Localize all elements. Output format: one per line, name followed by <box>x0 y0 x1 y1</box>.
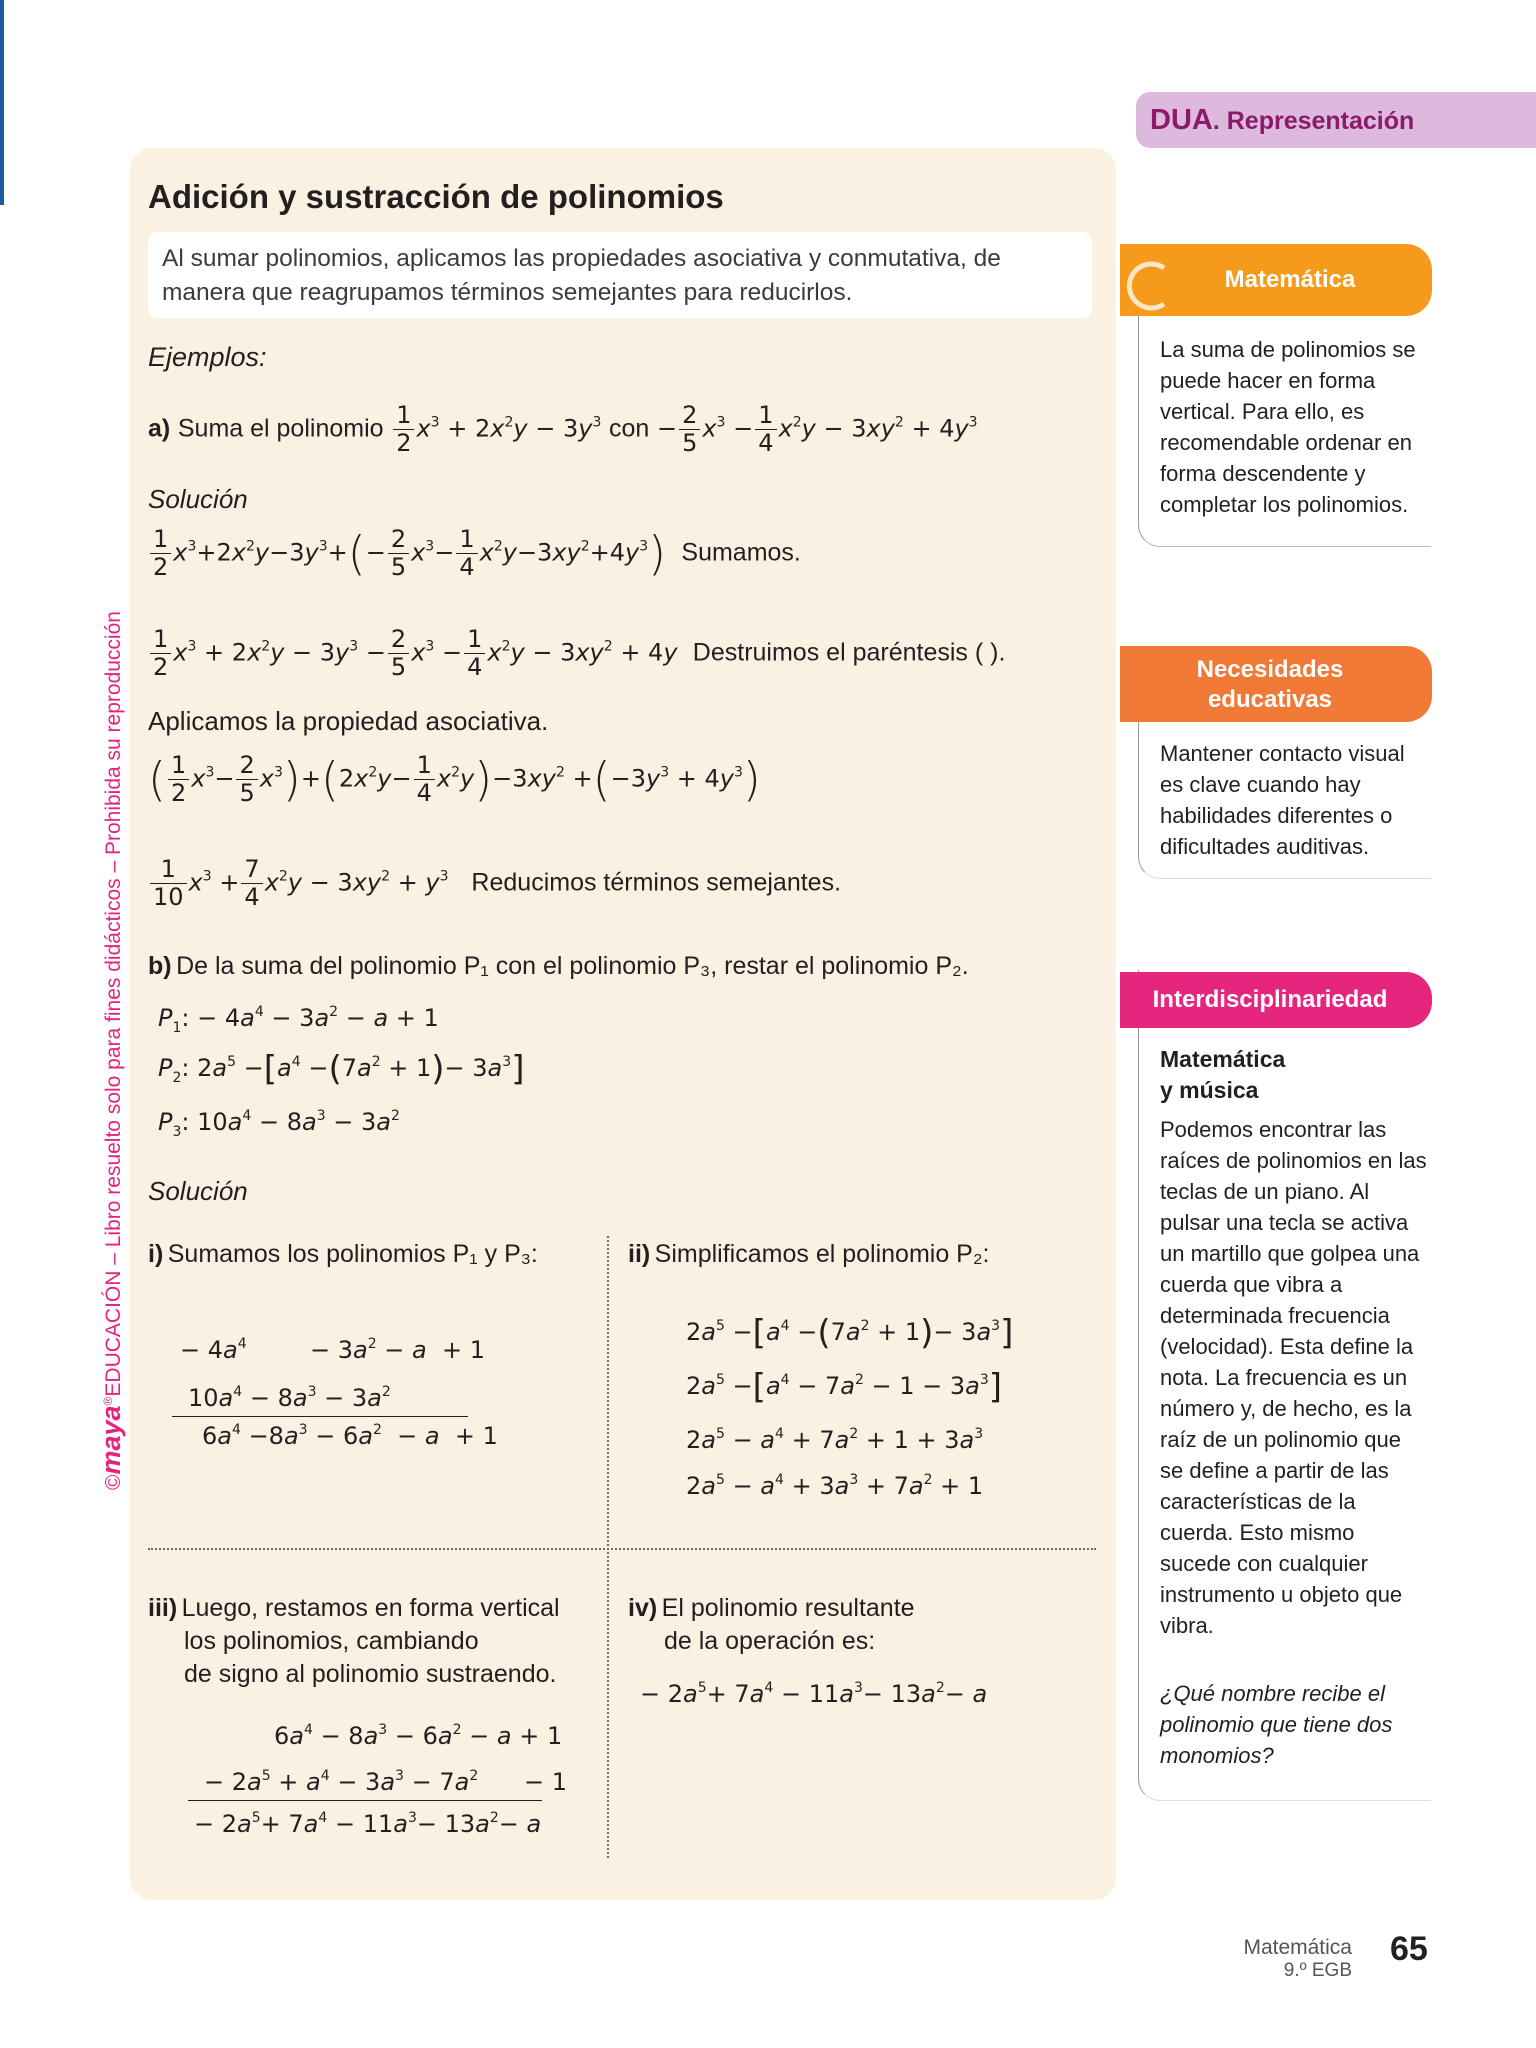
solution-b-label: Solución <box>148 1176 248 1206</box>
sum-row-p1: − $4a^4$ <box>180 1336 247 1364</box>
sum-row-p1-rest: − $3a^2 - a + 1$ <box>310 1336 486 1364</box>
step-iv <box>628 1594 1098 1656</box>
p2-step-1: $2a^5 -[a^4 -(7a^2 + 1)- 3a^3]$ <box>686 1313 1014 1353</box>
intro-text: Al sumar polinomios, aplicamos las propiedades asociativa y conmutativa, de manera que reagrupamos términos semejantes para reducirlos. <box>162 245 1001 306</box>
watermark-text: EDUCACIÓN – Libro resuelto solo para fines didácticos – Prohibida su reproducción <box>102 611 125 1397</box>
sidebox-interdisciplinariedad-title: Interdisciplinariedad <box>1152 986 1388 1013</box>
p2-step-2: $2a^5 -[a^4 - 7a^2 - 1 - 3a^3]$ <box>686 1367 1003 1407</box>
sub-row-1: $6a^4 - 8a^3 - 6a^2 - a + 1$ <box>274 1722 563 1750</box>
step-i-text: Sumamos los polinomios P₁ y P₃: <box>167 1240 538 1268</box>
step-i-label: i) <box>148 1240 164 1268</box>
step-iii-text-2: los polinomios, cambiando <box>184 1627 479 1655</box>
sidebox-necesidades-title-2: educativas <box>1207 686 1333 713</box>
step-iv-label: iv) <box>628 1594 658 1622</box>
step-iii-label: iii) <box>148 1594 178 1622</box>
step-iv-text-2: de la operación es: <box>664 1627 876 1655</box>
sub-row-2: − $2a^5 + a^4 - 3a^3 - 7a^2$ − 1 <box>204 1768 568 1796</box>
note-reducimos: Reducimos términos semejantes. <box>471 868 842 897</box>
step-iii-text-1: Luego, restamos en forma vertical <box>181 1594 560 1622</box>
p2-step-3: $2a^5 - a^4 + 7a^2 + 1 + 3a^3$ <box>686 1426 984 1454</box>
example-b-label: b) <box>148 952 172 980</box>
sum-result: $6a^4 -8a^3 - 6a^2 - a + 1$ <box>202 1422 498 1450</box>
horizontal-divider <box>148 1548 1096 1550</box>
sidebox-necesidades-title-1: Necesidades <box>1196 656 1344 683</box>
final-result: − $2a^5+ 7a^4 - 11a^3- 13a^2- a$ <box>640 1680 988 1708</box>
sidebox-necesidades-text: Mantener contacto visual es clave cuando hay habilidades diferentes o dificultades auditivas. <box>1160 741 1405 859</box>
sidebox-subtitle-1: Matemática <box>1160 1046 1286 1072</box>
sum-row-p3: $10a^4 - 8a^3 - 3a^2$ <box>188 1384 391 1412</box>
left-stripe <box>0 0 4 205</box>
example-a-text: Suma el polinomio <box>177 414 384 443</box>
polynomial-p3: $P_3$: $10a^4 - 8a^3 - 3a^2$ <box>158 1108 400 1140</box>
sidebox-interdisciplinariedad-text: Podemos encontrar las raíces de polinomios en las teclas de un piano. Al pulsar una tecla se activa un martillo que golpea una cuerda que vibra a determinada frecuencia (velocidad). Esta define la nota. La frecuencia es un número y, de hecho, es la raíz de un polinomio que se define a partir de las características de la cuerda. Esto mismo sucede con cualquier instrumento u objeto que vibra. <box>1160 1117 1427 1638</box>
example-a-con: con <box>609 414 650 443</box>
footer-grade: 9.º EGB <box>1283 1960 1352 1981</box>
dua-brand: DUA <box>1150 104 1213 136</box>
solution-a-label: Solución <box>148 484 248 514</box>
maya-logo: maya <box>96 1405 126 1475</box>
footer-subject-block <box>1200 1936 1352 1982</box>
examples-label: Ejemplos: <box>148 342 267 372</box>
step-ii <box>628 1240 990 1269</box>
dua-label: . Representación <box>1212 107 1415 135</box>
example-a-statement: a) Suma el polinomio $\frac{1}{2}$ $x^3 + 2x^2y - 3y^3$ con − $\frac{2}{5}$ $x^3$ − $\frac{1}{4}$ $x^2y - 3xy^2 + 4y^3$ <box>148 401 978 457</box>
sub-result: − $2a^5+ 7a^4 - 11a^3- 13a^2- a$ <box>194 1810 542 1838</box>
step-ii-text: Simplificamos el polinomio P₂: <box>654 1240 990 1268</box>
note-sumamos: Sumamos. <box>681 538 801 567</box>
footer-subject: Matemática <box>1243 1936 1352 1959</box>
sidebox-interdisciplinariedad-subtitle <box>1160 1044 1285 1106</box>
vertical-divider <box>607 1236 609 1858</box>
page-number: 65 <box>1390 1930 1428 1968</box>
example-b-text: De la suma del polinomio P₁ con el polinomio P₃, restar el polinomio P₂. <box>176 952 969 980</box>
step-ii-label: ii) <box>628 1240 651 1268</box>
sidebox-matematica-text: La suma de polinomios se puede hacer en forma vertical. Para ello, es recomendable ordenar en forma descendente y completar los polinomios. <box>1160 337 1416 517</box>
example-b-statement <box>148 952 969 981</box>
sub-line <box>188 1800 542 1801</box>
sidebox-matematica-header <box>1120 244 1432 316</box>
sidebox-interdisciplinariedad-question: ¿Qué nombre recibe el polinomio que tiene dos monomios? <box>1160 1681 1393 1768</box>
step-sumamos: $\frac{1}{2}$ $x^3+2x^2y-3y^3+(-$ $\frac{2}{5}$ $x^3-$ $\frac{1}{4}$ $x^2y-3xy^2+4y^3$) Sumamos. <box>148 526 801 581</box>
sum-line <box>172 1416 468 1417</box>
sidebox-necesidades-header <box>1120 646 1432 722</box>
note-destruimos: Destruimos el paréntesis ( ). <box>692 638 1006 667</box>
polynomial-p2: $P_2$: $2a^5 -[a^4 -(7a^2 + 1)- 3a^3]$ <box>158 1049 525 1089</box>
step-iii-text-3: de signo al polinomio sustraendo. <box>184 1660 557 1688</box>
step-asociativa: ( $\frac{1}{2}$ $x^3-$ $\frac{2}{5}$ $x^3)+(2x^2y-$ $\frac{1}{4}$ $x^2y)-3xy^2 +(-3y^3 + 4y^3)$ <box>148 751 761 807</box>
copyright-watermark: ©maya®EDUCACIÓN – Libro resuelto solo para fines didácticos – Prohibida su reproducción <box>96 611 126 1490</box>
sidebox-subtitle-2: y música <box>1160 1077 1259 1103</box>
aplicamos-text: Aplicamos la propiedad asociativa. <box>148 706 549 736</box>
step-iv-text-1: El polinomio resultante <box>661 1594 915 1622</box>
sidebox-matematica-title: Matemática <box>1224 266 1356 293</box>
copyright-icon: © <box>102 1474 125 1490</box>
polynomial-p1: $P_1$: − $4a^4 - 3a^2 - a + 1$ <box>158 1004 439 1036</box>
page-title: Adición y sustracción de polinomios <box>148 178 724 215</box>
dua-banner <box>1136 92 1536 148</box>
step-i <box>148 1240 538 1269</box>
example-a-label: a) <box>148 414 171 443</box>
step-destruimos: $\frac{1}{2}$ $x^3 + 2x^2y - 3y^3$ − $\frac{2}{5}$ $x^3$ − $\frac{1}{4}$ $x^2y - 3xy^2 + 4y$ Destruimos el paréntesis ( ). <box>148 626 1005 681</box>
p2-step-4: $2a^5 - a^4 + 3a^3 + 7a^2 + 1$ <box>686 1472 984 1500</box>
intro-box <box>148 232 1092 318</box>
sidebox-interdisciplinariedad-header <box>1120 972 1432 1028</box>
step-reducimos: $\frac{1}{10}$ $x^3$ + $\frac{7}{4}$ $x^2y - 3xy^2 + y^3$ Reducimos términos semejantes. <box>148 856 841 911</box>
step-iii <box>148 1594 598 1689</box>
